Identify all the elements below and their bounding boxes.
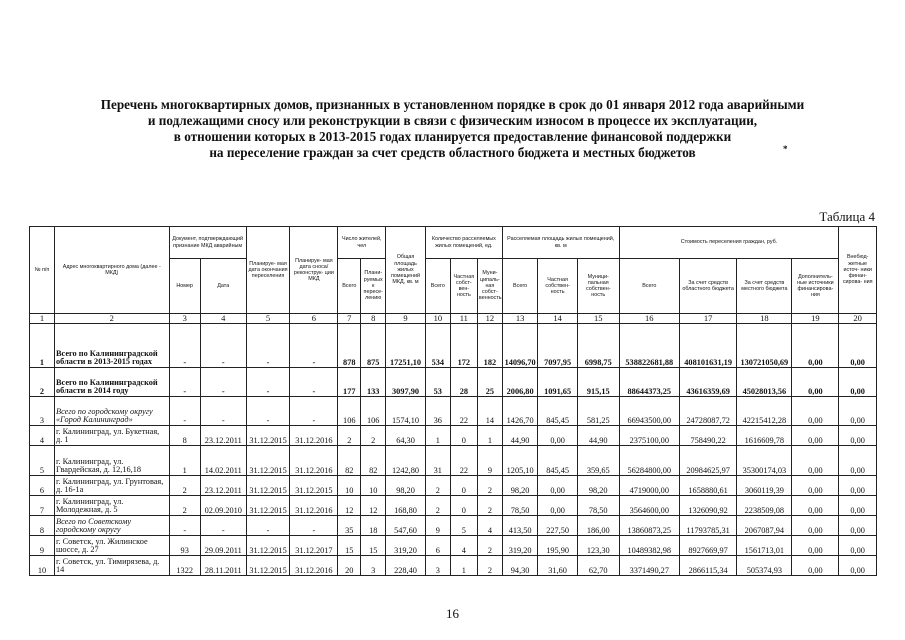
table-cell: 3564600,00 xyxy=(619,496,679,516)
table-cell: 845,45 xyxy=(538,397,578,426)
table-cell: 0,00 xyxy=(538,426,578,446)
table-cell: 186,00 xyxy=(577,516,619,536)
table-cell: 8 xyxy=(169,426,200,446)
column-number: 11 xyxy=(450,314,477,324)
table-cell: 133 xyxy=(361,368,386,397)
table-cell: 31.12.2015 xyxy=(246,536,290,556)
table-cell: 758490,22 xyxy=(679,426,736,446)
table-cell: 98,20 xyxy=(386,476,426,496)
column-number: 7 xyxy=(338,314,361,324)
table-cell: 0,00 xyxy=(538,476,578,496)
header-rooms-private: Частная собст- вен- ность xyxy=(450,259,477,314)
table-cell: 2006,80 xyxy=(502,368,537,397)
table-cell: 2 xyxy=(30,368,55,397)
table-cell: 123,30 xyxy=(577,536,619,556)
table-cell: 177 xyxy=(338,368,361,397)
column-number-row xyxy=(30,314,877,324)
column-number: 17 xyxy=(679,314,736,324)
table-cell: 28.11.2011 xyxy=(200,556,246,576)
header-planned-resettle: Планируе- мая дата окончания переселения xyxy=(246,227,290,314)
table-cell: 1322 xyxy=(169,556,200,576)
table-cell: 94,30 xyxy=(502,556,537,576)
table-cell: - xyxy=(246,397,290,426)
header-doc-number: Номер xyxy=(169,259,200,314)
table-cell: 0,00 xyxy=(839,446,877,476)
header-area-municipal: Муници- пальная собствен- ность xyxy=(577,259,619,314)
table-cell: 88644373,25 xyxy=(619,368,679,397)
table-row xyxy=(30,426,877,446)
column-number: 6 xyxy=(290,314,338,324)
title-line-4: на переселение граждан за счет средств областного бюджета и местных бюджетов xyxy=(209,145,696,160)
table-cell: 1 xyxy=(425,426,450,446)
title-line-2: и подлежащими сносу или реконструкции в связи с физическим износом в процессе их эксплуатации, xyxy=(147,113,758,128)
table-cell: - xyxy=(290,516,338,536)
table-cell: - xyxy=(169,324,200,368)
table-cell: - xyxy=(200,324,246,368)
column-number: 14 xyxy=(538,314,578,324)
table-cell: 10 xyxy=(30,556,55,576)
table-cell: 413,50 xyxy=(502,516,537,536)
table-cell: 130721050,69 xyxy=(737,324,792,368)
header-area-total: Всего xyxy=(502,259,537,314)
table-cell: 1091,65 xyxy=(538,368,578,397)
table-cell: 534 xyxy=(425,324,450,368)
table-cell: 78,50 xyxy=(502,496,537,516)
header-cost-additional: Дополнитель- ные источники финансирова- ния xyxy=(792,259,839,314)
table-cell: 106 xyxy=(361,397,386,426)
table-body xyxy=(30,324,877,576)
table-cell: 2 xyxy=(477,556,502,576)
table-row xyxy=(30,476,877,496)
header-doc-date: Дата xyxy=(200,259,246,314)
table-cell: 42215412,28 xyxy=(737,397,792,426)
table-cell: 0,00 xyxy=(839,397,877,426)
address-cell: г. Калининград, ул. Грунтовая, д. 16-1а xyxy=(55,476,170,496)
table-cell: 0,00 xyxy=(839,536,877,556)
table-cell: 45028013,56 xyxy=(737,368,792,397)
column-number: 13 xyxy=(502,314,537,324)
header-residents-total: Всего xyxy=(338,259,361,314)
table-cell: 8927669,97 xyxy=(679,536,736,556)
table-cell: 2238509,08 xyxy=(737,496,792,516)
column-number: 15 xyxy=(577,314,619,324)
table-cell: 875 xyxy=(361,324,386,368)
title-line-1: Перечень многоквартирных домов, признанных в установленном порядке в срок до 01 января 2012 года аварийными xyxy=(100,97,805,112)
table-cell: 1658880,61 xyxy=(679,476,736,496)
table-cell: 2 xyxy=(477,476,502,496)
table-row xyxy=(30,536,877,556)
table-cell: - xyxy=(169,516,200,536)
table-cell: 31,60 xyxy=(538,556,578,576)
resettlement-table xyxy=(29,226,877,576)
table-cell: 53 xyxy=(425,368,450,397)
table-cell: 3 xyxy=(425,556,450,576)
table-cell: 6 xyxy=(30,476,55,496)
table-cell: 18 xyxy=(361,516,386,536)
table-cell: 1 xyxy=(169,446,200,476)
table-cell: 2 xyxy=(361,426,386,446)
table-cell: 29.09.2011 xyxy=(200,536,246,556)
table-cell: 82 xyxy=(361,446,386,476)
table-cell: 2 xyxy=(477,536,502,556)
table-cell: 35 xyxy=(338,516,361,536)
header-residents-planned: Плани- руемых к пересе- лению xyxy=(361,259,386,314)
table-cell: 0,00 xyxy=(839,476,877,496)
table-cell: 228,40 xyxy=(386,556,426,576)
table-cell: 2 xyxy=(169,476,200,496)
table-cell: 0,00 xyxy=(839,516,877,536)
table-cell: 44,90 xyxy=(577,426,619,446)
table-cell: 44,90 xyxy=(502,426,537,446)
column-number: 9 xyxy=(386,314,426,324)
table-cell: - xyxy=(290,368,338,397)
table-cell: 0 xyxy=(450,426,477,446)
table-cell: 13860873,25 xyxy=(619,516,679,536)
table-row xyxy=(30,368,877,397)
table-cell: 0,00 xyxy=(792,368,839,397)
column-number: 5 xyxy=(246,314,290,324)
table-cell: 319,20 xyxy=(502,536,537,556)
table-cell: 0,00 xyxy=(839,556,877,576)
address-cell: Всего по городскому округу «Город Калининград» xyxy=(55,397,170,426)
table-cell: 915,15 xyxy=(577,368,619,397)
table-cell: 4 xyxy=(30,426,55,446)
table-cell: 2 xyxy=(425,496,450,516)
header-cost-total: Всего xyxy=(619,259,679,314)
table-cell: 9 xyxy=(477,446,502,476)
address-cell: г. Калининград, ул. Молодежная, д. 5 xyxy=(55,496,170,516)
table-cell: 2 xyxy=(425,476,450,496)
table-cell: 64,30 xyxy=(386,426,426,446)
table-cell: 182 xyxy=(477,324,502,368)
table-cell: 1 xyxy=(477,426,502,446)
table-cell: 2375100,00 xyxy=(619,426,679,446)
table-cell: 0,00 xyxy=(792,397,839,426)
header-cost: Стоимость переселения граждан, руб. xyxy=(619,227,839,259)
table-cell: 20 xyxy=(338,556,361,576)
table-cell: 0,00 xyxy=(792,516,839,536)
table-cell: 93 xyxy=(169,536,200,556)
table-cell: 0,00 xyxy=(839,496,877,516)
table-cell: 78,50 xyxy=(577,496,619,516)
header-cost-local: За счет средств местного бюджета xyxy=(737,259,792,314)
table-cell: 82 xyxy=(338,446,361,476)
table-cell: 8 xyxy=(30,516,55,536)
table-cell: - xyxy=(246,324,290,368)
address-cell: Всего по Калининградской области в 2014 году xyxy=(55,368,170,397)
table-cell: - xyxy=(290,397,338,426)
title-footnote-mark: * xyxy=(783,144,788,154)
table-cell: 1426,70 xyxy=(502,397,537,426)
table-cell: 25 xyxy=(477,368,502,397)
table-cell: 10 xyxy=(361,476,386,496)
table-cell: 4719000,00 xyxy=(619,476,679,496)
table-cell: 505374,93 xyxy=(737,556,792,576)
table-label: Таблица 4 xyxy=(819,209,875,224)
table-cell: 14 xyxy=(477,397,502,426)
table-cell: 319,20 xyxy=(386,536,426,556)
table-cell: 02.09.2010 xyxy=(200,496,246,516)
table-row xyxy=(30,324,877,368)
column-number: 16 xyxy=(619,314,679,324)
table-cell: 4 xyxy=(477,516,502,536)
table-cell: 56284800,00 xyxy=(619,446,679,476)
header-num: № п/п xyxy=(30,227,55,314)
header-rooms: Количество расселяемых жилых помещений, ед. xyxy=(425,227,502,259)
table-cell: 0,00 xyxy=(792,536,839,556)
table-cell: 31.12.2016 xyxy=(290,556,338,576)
header-total-area: Общая площадь жилых помещений МКД, кв. м xyxy=(386,227,426,314)
table-cell: - xyxy=(246,516,290,536)
table-cell: 1 xyxy=(30,324,55,368)
table-cell: 14096,70 xyxy=(502,324,537,368)
table-cell: 22 xyxy=(450,397,477,426)
address-cell: Всего по Советскому городскому округу xyxy=(55,516,170,536)
table-cell: 23.12.2011 xyxy=(200,426,246,446)
header-area-private: Частная собствен- ность xyxy=(538,259,578,314)
table-cell: 0 xyxy=(450,476,477,496)
table-cell: 408101631,19 xyxy=(679,324,736,368)
column-number: 12 xyxy=(477,314,502,324)
column-number: 2 xyxy=(55,314,170,324)
table-cell: 6998,75 xyxy=(577,324,619,368)
table-cell: 0,00 xyxy=(792,426,839,446)
table-cell: 1616609,78 xyxy=(737,426,792,446)
header-address: Адрес многоквартирного дома (далее - МКД) xyxy=(55,227,170,314)
table-cell: 581,25 xyxy=(577,397,619,426)
table-cell: 5 xyxy=(450,516,477,536)
table-cell: 1242,80 xyxy=(386,446,426,476)
table-cell: 31.12.2017 xyxy=(290,536,338,556)
table-cell: 0,00 xyxy=(792,556,839,576)
table-cell: 31.12.2015 xyxy=(246,426,290,446)
header-rooms-total: Всего xyxy=(425,259,450,314)
table-cell: 98,20 xyxy=(577,476,619,496)
table-cell: 12 xyxy=(338,496,361,516)
table-cell: 3371490,27 xyxy=(619,556,679,576)
column-number: 1 xyxy=(30,314,55,324)
table-cell: 6 xyxy=(425,536,450,556)
table-cell: 9 xyxy=(425,516,450,536)
table-cell: - xyxy=(169,368,200,397)
table-cell: 98,20 xyxy=(502,476,537,496)
table-row xyxy=(30,446,877,476)
table-cell: 31.12.2016 xyxy=(290,426,338,446)
table-row xyxy=(30,496,877,516)
column-number: 20 xyxy=(839,314,877,324)
table-cell: 547,60 xyxy=(386,516,426,536)
address-cell: г. Калининград, ул. Гвардейская, д. 12,16,18 xyxy=(55,446,170,476)
table-cell: 359,65 xyxy=(577,446,619,476)
table-cell: 62,70 xyxy=(577,556,619,576)
table-cell: 2866115,34 xyxy=(679,556,736,576)
table-cell: 31.12.2015 xyxy=(246,496,290,516)
table-cell: - xyxy=(169,397,200,426)
table-cell: 0,00 xyxy=(792,324,839,368)
table-cell: 0,00 xyxy=(839,426,877,446)
table-cell: 31.12.2015 xyxy=(246,446,290,476)
table-cell: 24728087,72 xyxy=(679,397,736,426)
table-cell: 31.12.2015 xyxy=(246,476,290,496)
table-cell: 66943500,00 xyxy=(619,397,679,426)
column-number: 10 xyxy=(425,314,450,324)
header-area: Расселяемая площадь жилых помещений, кв. м xyxy=(502,227,619,259)
column-number: 19 xyxy=(792,314,839,324)
table-cell: 31.12.2016 xyxy=(290,496,338,516)
table-cell: 845,45 xyxy=(538,446,578,476)
table-cell: 4 xyxy=(450,536,477,556)
table-cell: 3097,90 xyxy=(386,368,426,397)
table-cell: 22 xyxy=(450,446,477,476)
table-cell: 9 xyxy=(30,536,55,556)
table-row xyxy=(30,397,877,426)
table-cell: 0,00 xyxy=(538,496,578,516)
table-cell: 3060119,39 xyxy=(737,476,792,496)
table-cell: 20984625,97 xyxy=(679,446,736,476)
table-cell: 31 xyxy=(425,446,450,476)
table-cell: 23.12.2011 xyxy=(200,476,246,496)
table-cell: 2 xyxy=(338,426,361,446)
header-cost-regional: За счет средств областного бюджета xyxy=(679,259,736,314)
table-row xyxy=(30,556,877,576)
header-residents: Число жителей, чел xyxy=(338,227,386,259)
table-cell: 36 xyxy=(425,397,450,426)
table-cell: 3 xyxy=(30,397,55,426)
table-cell: 2 xyxy=(477,496,502,516)
table-cell: 0,00 xyxy=(839,324,877,368)
document-title xyxy=(30,97,875,161)
table-cell: - xyxy=(200,397,246,426)
table-cell: 31.12.2015 xyxy=(246,556,290,576)
table-cell: 1205,10 xyxy=(502,446,537,476)
table-cell: - xyxy=(200,516,246,536)
table-cell: 0,00 xyxy=(792,446,839,476)
column-number: 3 xyxy=(169,314,200,324)
table-cell: 15 xyxy=(338,536,361,556)
table-cell: 106 xyxy=(338,397,361,426)
table-cell: 10 xyxy=(338,476,361,496)
column-number: 8 xyxy=(361,314,386,324)
table-cell: 878 xyxy=(338,324,361,368)
table-cell: 11793785,31 xyxy=(679,516,736,536)
table-cell: 538822681,88 xyxy=(619,324,679,368)
table-cell: - xyxy=(246,368,290,397)
table-cell: 1574,10 xyxy=(386,397,426,426)
table-cell: 15 xyxy=(361,536,386,556)
header-planned-demolish: Планируе- мая дата сноса/ реконструк- ции МКД xyxy=(290,227,338,314)
column-number: 4 xyxy=(200,314,246,324)
table-cell: 227,50 xyxy=(538,516,578,536)
table-cell: 12 xyxy=(361,496,386,516)
address-cell: Всего по Калининградской области в 2013-2015 годах xyxy=(55,324,170,368)
column-number: 18 xyxy=(737,314,792,324)
table-cell: 168,80 xyxy=(386,496,426,516)
page-number: 16 xyxy=(446,606,459,621)
table-cell: 28 xyxy=(450,368,477,397)
header-rooms-municipal: Муни- ципаль- ная собст- венность xyxy=(477,259,502,314)
table-cell: 0,00 xyxy=(839,368,877,397)
table-cell: 31.12.2015 xyxy=(290,476,338,496)
address-cell: г. Советск, ул. Жилинское шоссе, д. 27 xyxy=(55,536,170,556)
table-cell: 0,00 xyxy=(792,476,839,496)
table-cell: 172 xyxy=(450,324,477,368)
table-cell: 7 xyxy=(30,496,55,516)
table-cell: 1326090,92 xyxy=(679,496,736,516)
title-line-3: в отношении которых в 2013-2015 годах планируется предоставление финансовой поддержки xyxy=(173,129,732,144)
table-cell: 5 xyxy=(30,446,55,476)
table-row xyxy=(30,516,877,536)
table-cell: 31.12.2016 xyxy=(290,446,338,476)
header-cost-extrabudget: Внебюд- жетные источ- ники финан- сирова- ния xyxy=(839,227,877,314)
table-cell: 17251,10 xyxy=(386,324,426,368)
table-cell: 7097,95 xyxy=(538,324,578,368)
table-cell: 1 xyxy=(450,556,477,576)
table-cell: 0,00 xyxy=(792,496,839,516)
table-cell: 2 xyxy=(169,496,200,516)
table-cell: 195,90 xyxy=(538,536,578,556)
table-cell: 1561713,01 xyxy=(737,536,792,556)
table-cell: 14.02.2011 xyxy=(200,446,246,476)
table-cell: 43616359,69 xyxy=(679,368,736,397)
table-cell: - xyxy=(200,368,246,397)
header-doc: Документ, подтверждающий признание МКД аварийным xyxy=(169,227,246,259)
table-cell: 2067087,94 xyxy=(737,516,792,536)
address-cell: г. Калининград, ул. Букетная, д. 1 xyxy=(55,426,170,446)
table-cell: 10489382,98 xyxy=(619,536,679,556)
address-cell: г. Советск, ул. Тимирязева, д. 14 xyxy=(55,556,170,576)
table-cell: 35300174,03 xyxy=(737,446,792,476)
table-cell: 0 xyxy=(450,496,477,516)
table-cell: - xyxy=(290,324,338,368)
table-cell: 3 xyxy=(361,556,386,576)
